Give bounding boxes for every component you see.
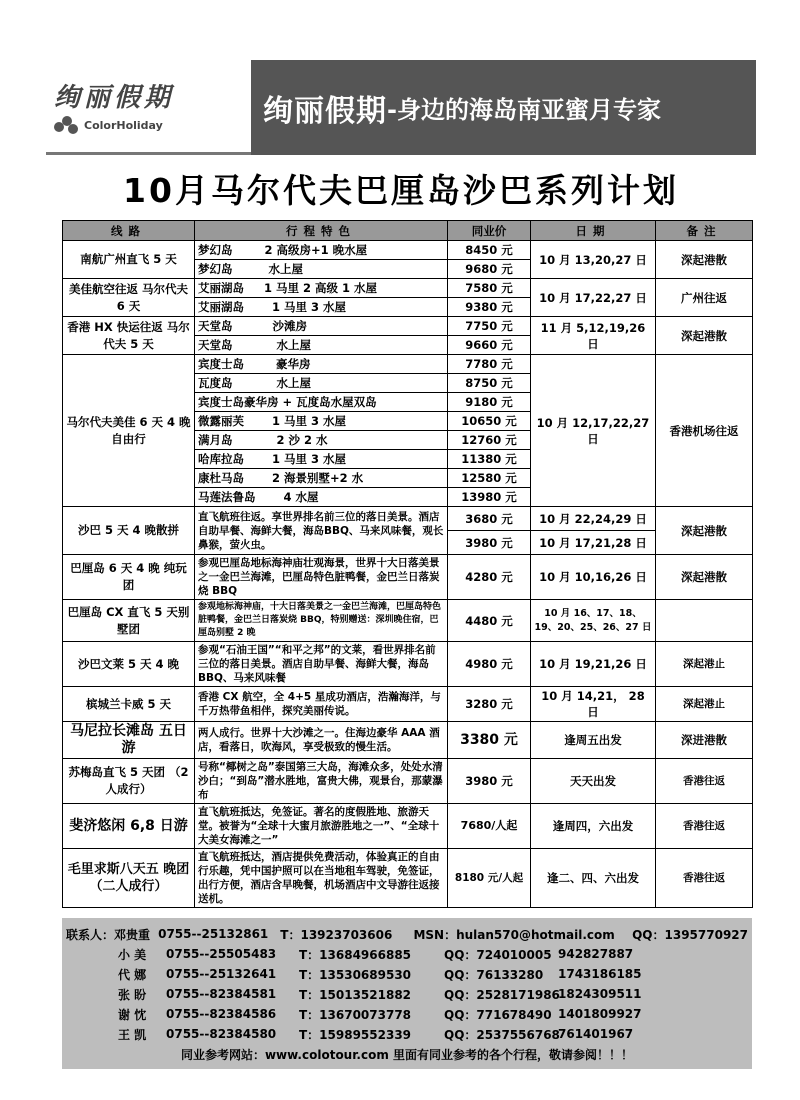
note-cell: 广州往返 xyxy=(656,279,753,317)
contact-mobile: T：13684966885 xyxy=(299,947,412,962)
contact-mobile: T：15013521882 xyxy=(299,987,412,1002)
route-cell: 马尼拉长滩岛 五日游 xyxy=(63,722,195,759)
date-cell: 10 月 16、17、18、19、20、25、26、27 日 xyxy=(531,600,656,642)
price-cell: 3280 元 xyxy=(448,687,531,722)
feature-cell: 梦幻岛 水上屋 xyxy=(195,260,448,279)
price-cell: 10650 元 xyxy=(448,412,531,431)
price-cell: 12580 元 xyxy=(448,469,531,488)
header-feature: 行程特色 xyxy=(195,221,448,241)
header xyxy=(46,60,756,155)
date-cell: 10 月 13,20,27 日 xyxy=(531,241,656,279)
feature-cell: 宾度士岛豪华房 + 瓦度岛水屋双岛 xyxy=(195,393,448,412)
table-row xyxy=(63,600,753,642)
date-cell: 10 月 17,21,28 日 xyxy=(531,531,656,555)
price-cell: 8750 元 xyxy=(448,374,531,393)
table-row xyxy=(63,241,753,260)
feature-cell: 梦幻岛 2 高级房+1 晚水屋 xyxy=(195,241,448,260)
description-cell: 直飞航班往返。享世界排名前三位的落日美景。酒店自助早餐、海鲜大餐，海岛BBQ、马来风味餐，观长鼻猴，萤火虫。 xyxy=(195,507,448,555)
price-cell: 12760 元 xyxy=(448,431,531,450)
route-cell: 马尔代夫美佳 6 天 4 晚自由行 xyxy=(63,355,195,507)
contact-tel: 0755--25132861 xyxy=(158,927,269,941)
contact-row xyxy=(66,984,748,1004)
contact-tel: 0755--25132641 xyxy=(166,967,277,981)
route-cell: 香港 HX 快运往返 马尔代夫 5 天 xyxy=(63,317,195,355)
date-cell: 10 月 19,21,26 日 xyxy=(531,642,656,687)
price-cell: 9680 元 xyxy=(448,260,531,279)
feature-cell: 康杜马岛 2 海景别墅+2 水 xyxy=(195,469,448,488)
contact-qq2: 761401967 xyxy=(558,1027,634,1041)
contact-row xyxy=(66,1024,748,1044)
price-cell: 7680/人起 xyxy=(448,804,531,849)
contact-qq2: 942827887 xyxy=(558,947,634,961)
logo-cn: 绚丽假期 xyxy=(54,82,175,113)
header-route: 线路 xyxy=(63,221,195,241)
note-cell: 深起港散 xyxy=(656,241,753,279)
flower-icon xyxy=(54,116,80,136)
feature-cell: 艾丽湖岛 1 马里 2 高级 1 水屋 xyxy=(195,279,448,298)
contact-tel: 0755--25505483 xyxy=(166,947,277,961)
route-cell: 斐济悠闲 6,8 日游 xyxy=(63,804,195,849)
header-date: 日期 xyxy=(531,221,656,241)
price-cell: 9660 元 xyxy=(448,336,531,355)
price-cell: 7780 元 xyxy=(448,355,531,374)
price-cell: 4480 元 xyxy=(448,600,531,642)
date-cell: 10 月 14,21， 28 日 xyxy=(531,687,656,722)
price-cell: 4980 元 xyxy=(448,642,531,687)
contact-mobile: T：13530689530 xyxy=(299,967,412,982)
contact-tel: 0755--82384581 xyxy=(166,987,277,1001)
price-cell: 3680 元 xyxy=(448,507,531,531)
description-cell: 直飞航班抵达，免签证。著名的度假胜地、旅游天堂。被誉为“全球十大蜜月旅游胜地之一”、“全球十大美女海滩之一” xyxy=(195,804,448,849)
contact-mobile: T：13923703606 xyxy=(280,927,393,942)
slogan-text: -身边的海岛南亚蜜月专家 xyxy=(387,96,661,124)
contact-row xyxy=(66,924,748,944)
description-cell: 参观巴厘岛地标海神庙壮观海景，世界十大日落美景之一金巴兰海滩，巴厘岛特色脏鸭餐，金巴兰日落炭烧 BBQ xyxy=(195,555,448,600)
feature-cell: 马莲法鲁岛 4 水屋 xyxy=(195,488,448,507)
description-cell: 号称“椰树之岛”泰国第三大岛，海滩众多，处处水清沙白；“到岛”潜水胜地，富贵大佛，观景台，那蒙瀑布 xyxy=(195,759,448,804)
feature-cell: 微露丽芙 1 马里 3 水屋 xyxy=(195,412,448,431)
contact-mobile: T：13670073778 xyxy=(299,1007,412,1022)
feature-cell: 天堂岛 水上屋 xyxy=(195,336,448,355)
price-cell: 3980 元 xyxy=(448,759,531,804)
table-row xyxy=(63,355,753,374)
note-cell: 深起港止 xyxy=(656,687,753,722)
route-cell: 美佳航空往返 马尔代夫 6 天 xyxy=(63,279,195,317)
price-cell: 9180 元 xyxy=(448,393,531,412)
note-cell: 深起港散 xyxy=(656,555,753,600)
contact-mobile: T：15989552339 xyxy=(299,1027,412,1042)
table-row xyxy=(63,279,753,298)
contact-qq: QQ：2528171986 xyxy=(444,987,560,1002)
date-cell: 10 月 17,22,27 日 xyxy=(531,279,656,317)
contact-qq: QQ：1395770927 xyxy=(632,927,748,942)
description-cell: 参观地标海神庙，十大日落美景之一金巴兰海滩，巴厘岛特色脏鸭餐，金巴兰日落炭烧 BBQ，特别赠送：深圳晚住宿，巴厘岛别墅 2 晚 xyxy=(195,600,448,642)
price-cell: 8450 元 xyxy=(448,241,531,260)
price-cell: 3980 元 xyxy=(448,531,531,555)
website-note: 同业参考网站：www.colotour.com 里面有同业参考的各个行程，敬请参阅！！！ xyxy=(180,1048,634,1062)
route-cell: 苏梅岛直飞 5 天团 （2 人成行） xyxy=(63,759,195,804)
table-row xyxy=(63,804,753,849)
contact-tel: 0755--82384580 xyxy=(166,1027,277,1041)
price-cell: 8180 元/人起 xyxy=(448,849,531,908)
header-note: 备注 xyxy=(656,221,753,241)
price-cell: 4280 元 xyxy=(448,555,531,600)
date-cell: 天天出发 xyxy=(531,759,656,804)
contact-row xyxy=(66,1004,748,1024)
contact-qq: QQ：76133280 xyxy=(444,967,544,982)
date-cell: 逢周五出发 xyxy=(531,722,656,759)
table-row xyxy=(63,849,753,908)
route-cell: 巴厘岛 6 天 4 晚 纯玩团 xyxy=(63,555,195,600)
table-row xyxy=(63,642,753,687)
note-cell: 香港往返 xyxy=(656,849,753,908)
logo xyxy=(46,60,251,155)
price-cell: 3380 元 xyxy=(448,722,531,759)
table-row xyxy=(63,507,753,531)
page-title: 10月马尔代夫巴厘岛沙巴系列计划 xyxy=(123,171,679,210)
feature-cell: 瓦度岛 水上屋 xyxy=(195,374,448,393)
contact-msn: MSN：hulan570@hotmail.com xyxy=(413,927,615,942)
contact-name: 小 美 xyxy=(118,947,147,962)
table-row xyxy=(63,759,753,804)
contact-name: 谢 忱 xyxy=(118,1007,147,1022)
date-cell: 11 月 5,12,19,26 日 xyxy=(531,317,656,355)
contact-qq2: 1401809927 xyxy=(558,1007,642,1021)
date-cell: 10 月 12,17,22,27 日 xyxy=(531,355,656,507)
route-cell: 沙巴文莱 5 天 4 晚 xyxy=(63,642,195,687)
contact-row xyxy=(66,964,748,984)
feature-cell: 满月岛 2 沙 2 水 xyxy=(195,431,448,450)
itinerary-table xyxy=(62,220,753,908)
note-cell xyxy=(656,600,753,642)
note-cell: 深进港散 xyxy=(656,722,753,759)
contact-qq: QQ：771678490 xyxy=(444,1007,552,1022)
contact-name: 张 盼 xyxy=(118,987,147,1002)
description-cell: 参观“石油王国”“和平之邦”的文莱，看世界排名前三位的落日美景。酒店自助早餐、海鲜大餐，海岛 BBQ、马来风味餐 xyxy=(195,642,448,687)
price-cell: 7580 元 xyxy=(448,279,531,298)
feature-cell: 天堂岛 沙滩房 xyxy=(195,317,448,336)
route-cell: 槟城兰卡威 5 天 xyxy=(63,687,195,722)
contact-row xyxy=(66,944,748,964)
date-cell: 10 月 22,24,29 日 xyxy=(531,507,656,531)
route-cell: 沙巴 5 天 4 晚散拼 xyxy=(63,507,195,555)
note-cell: 香港往返 xyxy=(656,804,753,849)
price-cell: 11380 元 xyxy=(448,450,531,469)
slogan-brand: 绚丽假期 xyxy=(263,93,387,129)
route-cell: 南航广州直飞 5 天 xyxy=(63,241,195,279)
table-row xyxy=(63,317,753,336)
header-price: 同业价 xyxy=(448,221,531,241)
table-row xyxy=(63,687,753,722)
table-header xyxy=(63,221,753,241)
feature-cell: 宾度士岛 豪华房 xyxy=(195,355,448,374)
logo-en: ColorHoliday xyxy=(84,119,163,132)
description-cell: 直飞航班抵达，酒店提供免费活动，体验真正的自由行乐趣，凭中国护照可以在当地租车驾驶，免签证，出行方便，酒店含早晚餐，机场酒店中文导游往返接送机。 xyxy=(195,849,448,908)
note-cell: 香港往返 xyxy=(656,759,753,804)
description-cell: 香港 CX 航空，全 4+5 星成功酒店，浩瀚海洋，与千万热带鱼相伴，探究美丽传说。 xyxy=(195,687,448,722)
note-cell: 深起港止 xyxy=(656,642,753,687)
date-cell: 逢二、四、六出发 xyxy=(531,849,656,908)
note-cell: 深起港散 xyxy=(656,317,753,355)
flyer xyxy=(46,60,756,1069)
contact-qq2: 1824309511 xyxy=(558,987,642,1001)
contact-name: 王 凯 xyxy=(118,1027,147,1042)
contact-qq2: 1743186185 xyxy=(558,967,642,981)
contact-name: 代 娜 xyxy=(118,967,147,982)
price-cell: 9380 元 xyxy=(448,298,531,317)
date-cell: 10 月 10,16,26 日 xyxy=(531,555,656,600)
price-cell: 13980 元 xyxy=(448,488,531,507)
contact-panel xyxy=(62,918,752,1069)
contact-name: 邓贵重 xyxy=(114,927,151,942)
contact-tel: 0755--82384586 xyxy=(166,1007,277,1021)
date-cell: 逢周四，六出发 xyxy=(531,804,656,849)
slogan-banner xyxy=(251,60,756,155)
description-cell: 两人成行。世界十大沙滩之一。住海边豪华 AAA 酒店，看落日，吹海风，享受极致的慢生活。 xyxy=(195,722,448,759)
feature-cell: 哈库拉岛 1 马里 3 水屋 xyxy=(195,450,448,469)
contact-qq: QQ：2537556768 xyxy=(444,1027,560,1042)
feature-cell: 艾丽湖岛 1 马里 3 水屋 xyxy=(195,298,448,317)
table-row xyxy=(63,722,753,759)
route-cell: 巴厘岛 CX 直飞 5 天别墅团 xyxy=(63,600,195,642)
price-cell: 7750 元 xyxy=(448,317,531,336)
note-cell: 香港机场往返 xyxy=(656,355,753,507)
contact-label: 联系人： xyxy=(66,927,115,942)
contact-qq: QQ：724010005 xyxy=(444,947,552,962)
route-cell: 毛里求斯八天五 晚团（二人成行） xyxy=(63,849,195,908)
table-row xyxy=(63,555,753,600)
note-cell: 深起港散 xyxy=(656,507,753,555)
